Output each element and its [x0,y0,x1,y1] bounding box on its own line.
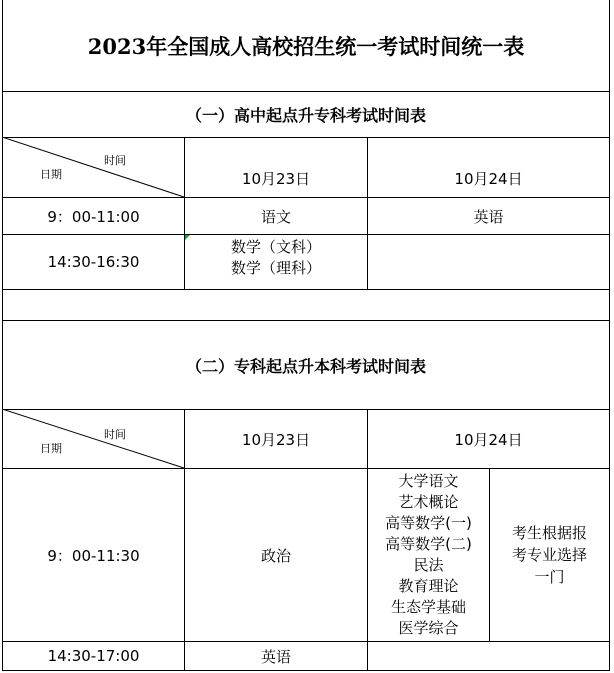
date-header-day1: 10月23日 [241,430,311,449]
note-line: 一门 [534,568,565,586]
date-header-day1: 10月23日 [241,170,311,188]
date-header-day2: 10月24日 [454,170,523,188]
elective-note [490,469,609,641]
subject-cell: 英语 [473,207,504,226]
subject-cell [185,235,367,283]
subject-line: 数学（文科） [230,238,321,256]
subject-line: 民法 [413,556,444,574]
subject-cell: 政治 [260,546,291,565]
subject-line: 医学综合 [398,619,459,637]
corner-diagonal-1 [2,137,185,198]
subject-cell [368,642,609,670]
note-line: 考专业选择 [511,546,587,564]
page-title: 2023年全国成人高校招生统一考试时间统一表 [87,33,525,59]
time-slot-morning: 9：00-11:00 [47,207,140,226]
subject-cell: 英语 [260,647,291,666]
subject-line: 教育理论 [398,577,459,595]
corner-diagonal-2 [2,409,185,469]
section1-heading: （一）高中起点升专科考试时间表 [185,106,426,125]
subject-line: 艺术概论 [398,493,459,511]
corner-date-label: 日期 [40,168,62,181]
subject-cell: 语文 [260,207,291,226]
corner-time-label: 时间 [104,154,126,167]
date-header-day2: 10月24日 [454,430,523,449]
subject-line: 大学语文 [398,472,459,490]
section2-heading: （二）专科起点升本科考试时间表 [185,356,426,376]
note-line: 考生根据报 [511,524,587,542]
time-slot-afternoon: 14:30-17:00 [47,647,140,665]
time-slot-morning: 9：00-11:30 [47,546,140,565]
elective-subject-list [368,469,489,641]
time-slot-afternoon: 14:30-16:30 [47,253,140,271]
corner-date-label: 日期 [40,442,62,455]
subject-line: 高等数学(二) [385,535,472,553]
subject-line: 生态学基础 [390,598,466,616]
corner-time-label: 时间 [104,428,126,441]
subject-line: 高等数学(一) [385,514,472,532]
subject-line: 数学（理科） [230,259,321,277]
